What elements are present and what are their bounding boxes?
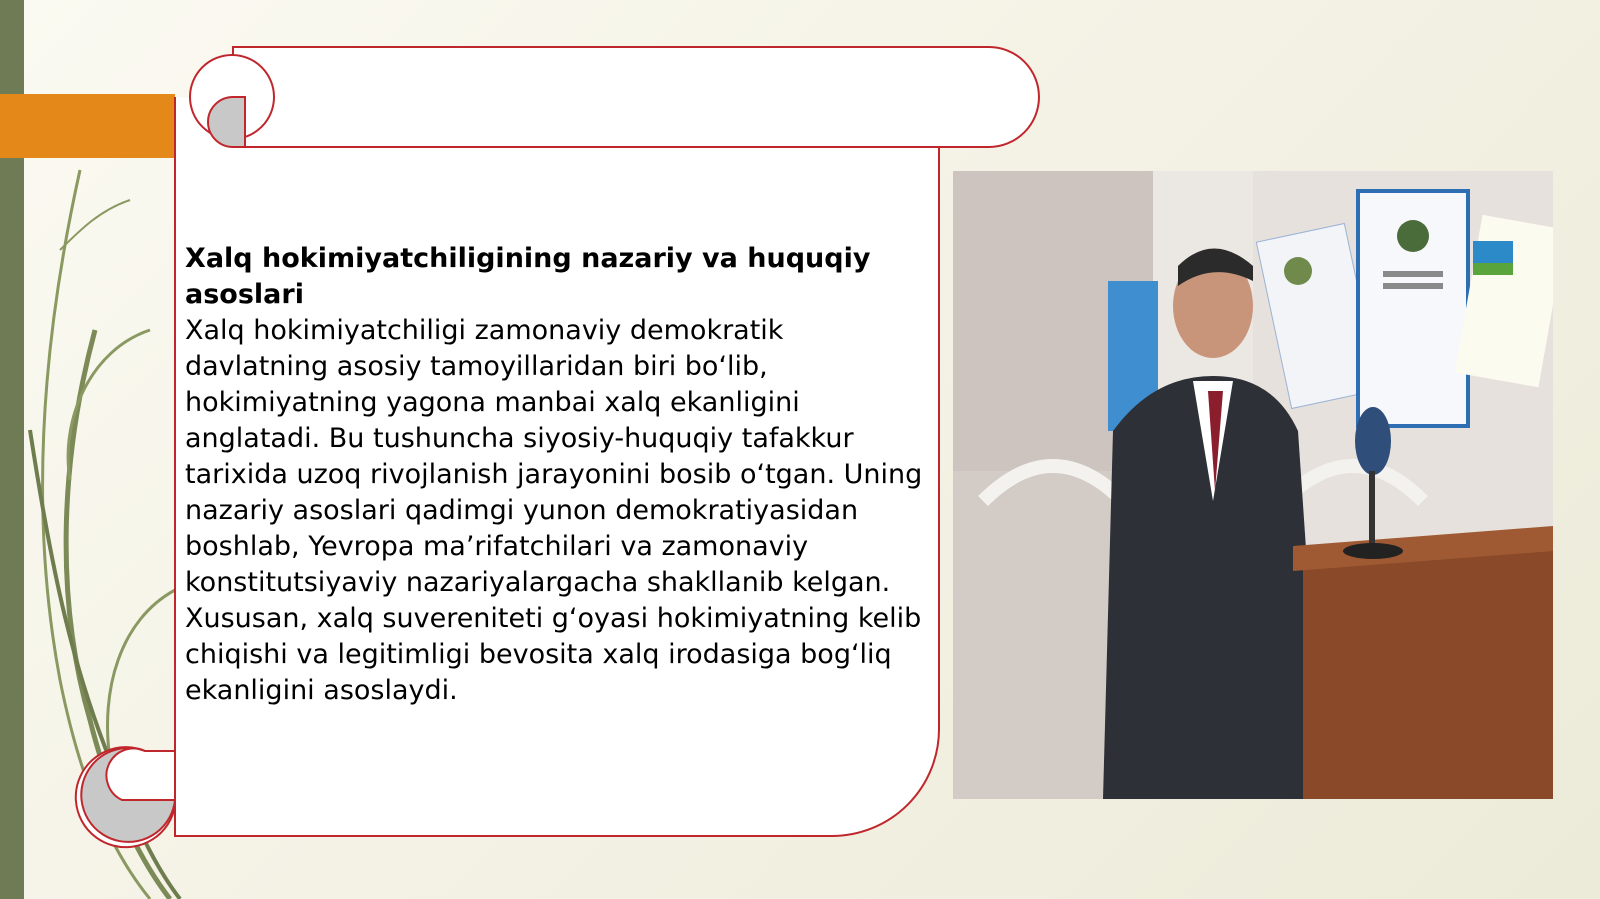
podium [1293, 526, 1553, 799]
speaker-photo [953, 171, 1553, 799]
slide-text [185, 241, 925, 709]
slide-paragraph: Xalq hokimiyatchiligi zamonaviy demokratik davlatning asosiy tamoyillaridan biri bo‘lib, hokimiyatning yagona manbai xalq ekanligini anglatadi. Bu tushuncha siyosiy-huquqiy tafakkur tarixida uzoq rivojlanish jarayonini bosib o‘tgan. Uning nazariy asoslari qadimgi yunon demokratiyasidan boshlab, Yevropa ma’rifatchilari va zamonaviy konstitutsiyaviy nazariyalargacha shakllanib kelgan. Xususan, xalq suvereniteti g‘oyasi hokimiyatning kelib chiqishi va legitimligi bevosita xalq irodasiga bog‘liq ekanligini asoslaydi. [185, 315, 923, 706]
slide-heading: Xalq hokimiyatchiligining nazariy va huquqiy asoslari [185, 243, 871, 310]
constitution-poster-2 [1358, 191, 1468, 426]
